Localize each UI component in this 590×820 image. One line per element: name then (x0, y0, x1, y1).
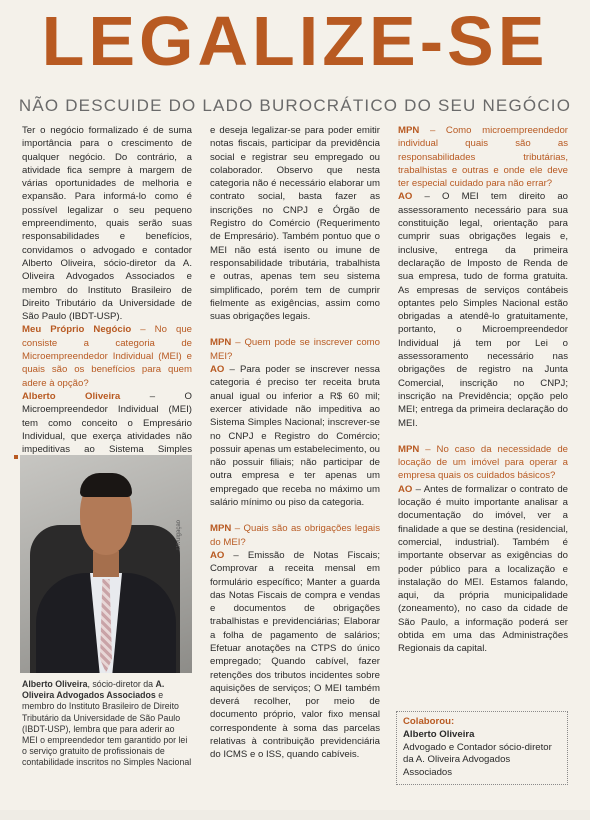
accent-marker (14, 455, 18, 459)
question-text: – No que consiste a categoria de Microempreendedor Individual (MEI) e quais são os benefícios para quem adere à opção? (22, 324, 192, 389)
interviewer-label: MPN (398, 443, 420, 455)
collaborator-role: Advogado e Contador sócio-diretor da A. Oliveira Advogados Associados (403, 741, 552, 779)
answer-text: – Para poder se inscrever nessa categoria é preciso ter receita bruta anual igual ou inferior a R$ 60 mil; exercer atividade não impeditiva ao Sistema Simples Nacional; inscrever-se no CNPJ e Registro do Comércio; possuir apenas um estabelecimento, ou não possuir filiais; não participar de outra empresa e ter apenas um empregado que receba no máximo um salário mínimo ou piso da categoria. (210, 364, 380, 509)
page-title: LEGALIZE-SE (41, 2, 549, 80)
collaborator-box (396, 711, 568, 785)
column-3 (398, 124, 568, 656)
answer-text: – Emissão de Notas Fiscais; Comprovar a receita mensal em formulário específico; Manter a guarda das Notas Fiscais de compra e vendas e documentos de obrigações trabalhistas e previdenciárias; Elaborar a folha de pagamento de salários; Efetuar anotações na CTPS do único empregado; Quando cabível, fazer retenções dos tributos incidentes sobre aquisições de serviços; O MEI também deverá recolher, por meio de documento próprio, valor fixo mensal correspondente à soma das parcelas relativas à contribuição previdenciária do ICMS e o ISS, quando cabíveis. (210, 549, 380, 761)
answer-5 (398, 483, 568, 656)
question-text: – Quem pode se inscrever como MEI? (210, 337, 380, 362)
interviewee-label: Alberto Oliveira (22, 390, 121, 402)
column-1 (22, 124, 192, 470)
interviewee-label: AO (398, 191, 413, 203)
answer-3 (210, 549, 380, 762)
question-text: – No caso da necessidade de locação de um imóvel para operar a empresa quais os cuidados básicos? (398, 443, 568, 482)
photo-credit: Divulgação (176, 520, 182, 550)
interviewee-label: AO (210, 549, 225, 561)
caption-name: Alberto Oliveira (22, 679, 88, 689)
hair-shape (80, 473, 132, 497)
answer-2 (210, 363, 380, 509)
question-2 (210, 336, 380, 363)
caption-text: e membro do Instituto Brasileiro de Direito Tributário da Universidade de São Paulo (IBDT-USP), lembra que para aderir ao MEI o empreendedor tem garantido por lei o serviço gratuito de profissionais de contabilidade inscritos no Simples Nacional (22, 690, 192, 768)
page-subtitle: NÃO DESCUIDE DO LADO BUROCRÁTICO DO SEU NEGÓCIO (18, 96, 572, 115)
answer-text: – O Microempreendedor Individual (MEI) tem como conceito o Empresário Individual, que exerça atividades não impeditivas ao Sistema Simples (22, 390, 192, 456)
caption-text: , sócio-diretor da (87, 679, 156, 689)
page-bottom-edge (0, 810, 590, 820)
question-text: – Como microempreendedor individual quais são as responsabilidades tributárias, trabalhistas e outras e onde ele deve ter especial cuidado para não errar? (398, 125, 568, 190)
answer-1-continued: e deseja legalizar-se para poder emitir notas fiscais, participar da previdência social e registrar seu empregado ou colaborador. Observo que nesta categoria não é necessário elaborar um contrato social, basta fazer as inscrições no CNPJ e Órgão de Registro do Comércio (Requerimento de Empresário). Também pontuo que o MEI não está isento ou imune de responsabilidade tributária, trabalhista e outras, apenas tem seu sistema simplificado, porém tem de cumprir fielmente as exigências, assim como suas obrigações legais. (210, 125, 380, 323)
interviewer-label: MPN (210, 523, 232, 535)
interviewee-label: AO (398, 483, 413, 495)
caption-firm: A. Oliveira Advogados Associados (22, 679, 165, 701)
collaborator-name: Alberto Oliveira (403, 728, 475, 740)
portrait-photo (20, 455, 192, 673)
photo-caption (22, 679, 192, 769)
question-1 (22, 323, 192, 389)
question-5 (398, 443, 568, 483)
collaborator-title: Colaborou: (403, 716, 455, 727)
answer-text: – O MEI tem direito ao assessoramento necessário para sua constituição legal, orientação para cumprir suas obrigações legais e, inclusive, entrega da primeira declaração de Imposto de Renda de sua empresa, tudo de forma gratuita. As empresas de serviços contábeis optantes pelo Simples Nacional estão obrigadas a atendê-lo gratuitamente, portanto, o Microempreendedor Individual já tem por Lei o assessoramento necessário nas obrigações de registro na Junta Comercial, inscrição no CNPJ; inscrição na Previdência; opção pelo MEI; entrega da primeira declaração do MEI. (398, 191, 568, 429)
question-4 (398, 124, 568, 190)
interviewer-label: MPN (210, 337, 232, 349)
interviewer-label: Meu Próprio Negócio (22, 324, 132, 336)
column-2 (210, 124, 380, 762)
question-text: – Quais são as obrigações legais do MEI? (210, 523, 380, 548)
intro-paragraph: Ter o negócio formalizado é de suma importância para o crescimento de qualquer negócio. Do contrário, a atividade fica sempre à margem de várias oportunidades de melhoria e expansão. Para informá-lo como é possível legalizar o seu pequeno empreendimento, quais serão suas responsabilidades e benefícios, convidamos o advogado e contador Alberto Oliveira, sócio-diretor da A. Oliveira Advogados Associados e membro do Instituto Brasileiro de Direito Tributário da Universidade de São Paulo (IBDT-USP). (22, 125, 192, 323)
answer-text: – Antes de formalizar o contrato de locação é muito importante analisar a documentação do imóvel, ver a finalidade a que se destina (residencial, comercial, industrial). Também é importante observar as exigências do poder público para a localização e instalação do MEI. Estamos falando, aqui, da própria municipalidade (zoneamento), no caso da cidade de São Paulo, a informação poderá ser obtida em uma das Administrações Regionais da capital. (398, 483, 568, 655)
interviewer-label: MPN (398, 125, 420, 136)
answer-4 (398, 190, 568, 429)
interviewee-label: AO (210, 364, 225, 376)
question-3 (210, 522, 380, 549)
